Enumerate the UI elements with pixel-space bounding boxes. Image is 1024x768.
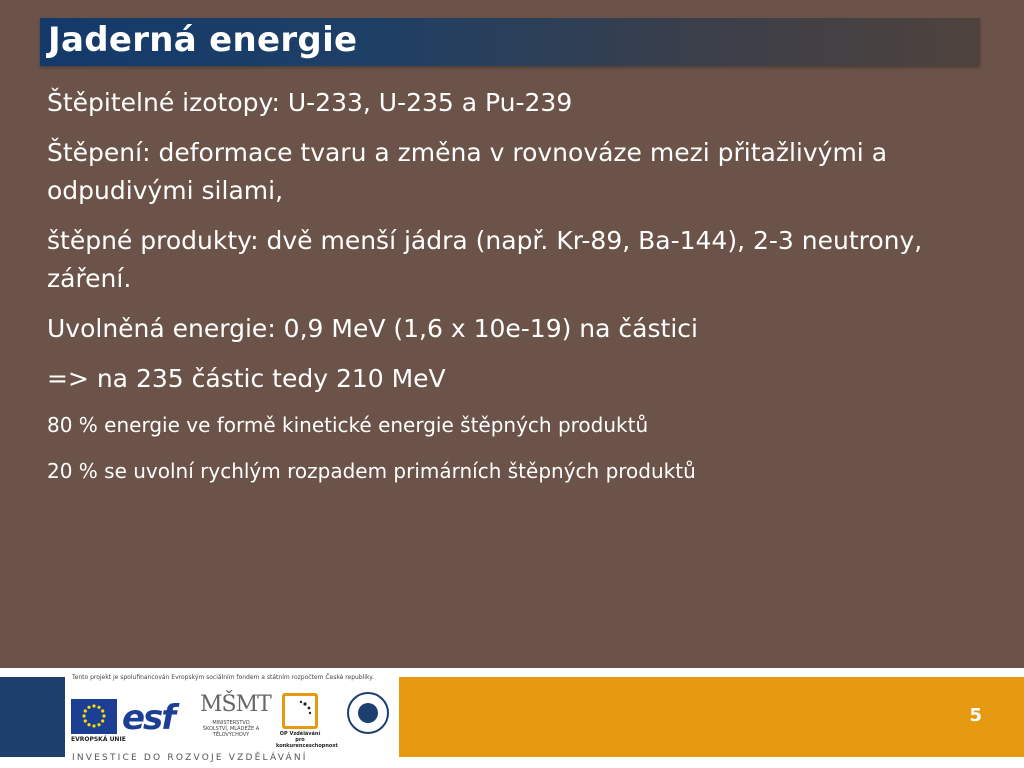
university-seal-logo xyxy=(347,692,389,734)
bullet-energy-total: => na 235 částic tedy 210 MeV xyxy=(47,364,446,393)
slide-content xyxy=(47,84,977,502)
university-seal-emblem xyxy=(358,703,378,723)
footer-orange-block xyxy=(399,677,1024,757)
footer-blue-block xyxy=(0,677,65,757)
op-logo xyxy=(276,693,338,749)
page-number: 5 xyxy=(969,705,982,726)
esf-logo-text: esf xyxy=(122,698,175,738)
msmt-caption: MINISTERSTVO ŠKOLSTVÍ, MLÁDEŽE A TĚLOVÝCHOVY xyxy=(202,720,260,738)
eu-flag-logo xyxy=(71,699,117,734)
bullet-fission: Štěpení: deformace tvaru a změna v rovnováze mezi přitažlivými a odpudivými silami, xyxy=(47,138,888,205)
bullet-released-energy: Uvolněná energie: 0,9 MeV (1,6 x 10e-19) na částici xyxy=(47,314,698,343)
bullet-decay-share: 20 % se uvolní rychlým rozpadem primárních štěpných produktů xyxy=(47,459,696,483)
op-logo-mark xyxy=(282,693,318,729)
msmt-logo-mark: MŠMT xyxy=(200,692,271,717)
funding-note: Tento projekt je spolufinancován Evropským sociálním fondem a státním rozpočtem České republiky. xyxy=(72,674,374,681)
slide-title: Jaderná energie xyxy=(48,20,358,60)
esf-logo xyxy=(122,698,174,738)
op-dots-icon xyxy=(285,696,315,726)
bullet-kinetic-share: 80 % energie ve formě kinetické energie štěpných produktů xyxy=(47,413,649,437)
bullet-fission-products: štěpné produkty: dvě menší jádra (např. Kr-89, Ba-144), 2-3 neutrony, záření. xyxy=(47,226,923,293)
op-caption: OP Vzdělávání pro konkurenceschopnost xyxy=(276,731,338,749)
msmt-logo xyxy=(200,694,271,738)
eu-caption: EVROPSKÁ UNIE xyxy=(71,736,126,743)
footer-tagline: INVESTICE DO ROZVOJE VZDĚLÁVÁNÍ xyxy=(72,753,308,763)
eu-stars-icon xyxy=(71,699,117,734)
bullet-fissile-isotopes: Štěpitelné izotopy: U-233, U-235 a Pu-239 xyxy=(47,88,573,117)
title-bar xyxy=(40,18,980,66)
